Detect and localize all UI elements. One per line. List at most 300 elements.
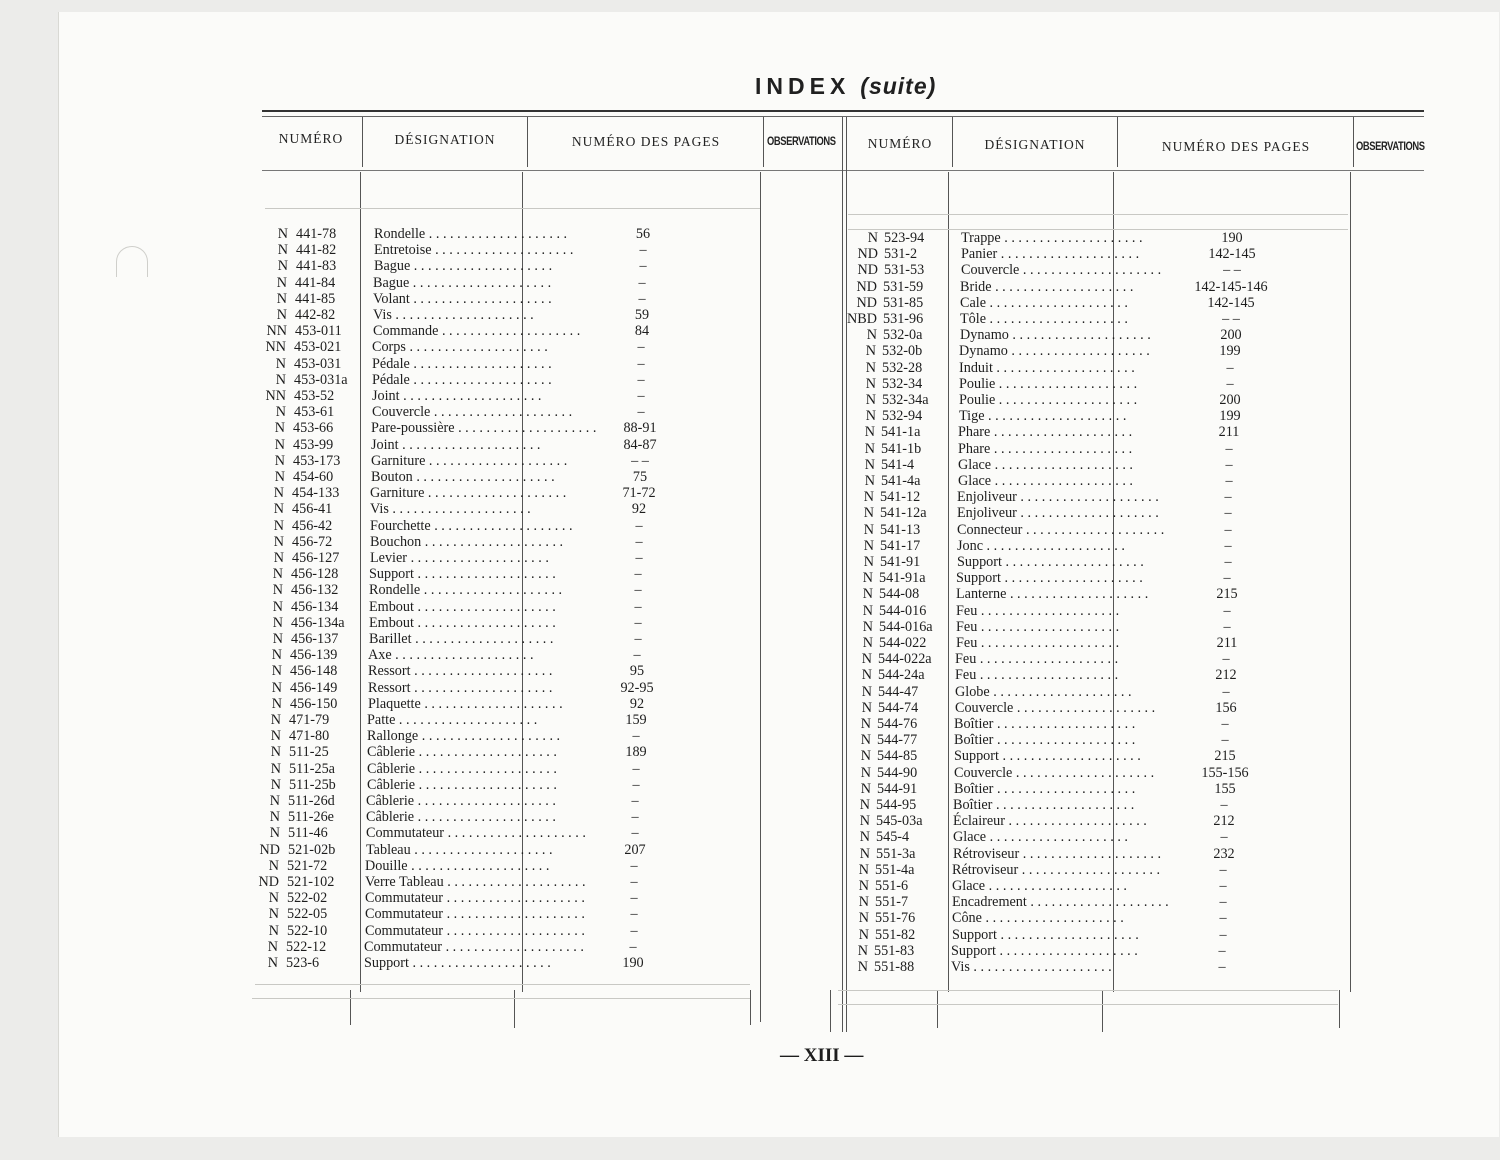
index-row [0,765,1500,781]
part-designation: Vis . . . . . . . . . . . . . . . . . . . . [370,501,531,518]
part-designation: Induit . . . . . . . . . . . . . . . . . . . . [959,359,1135,376]
part-designation: Globe . . . . . . . . . . . . . . . . . . . . [955,683,1132,700]
part-prefix: N [268,890,279,907]
left-header-observations: OBSERVATIONS [767,134,836,148]
part-prefix: N [864,456,875,473]
page-numbers: – [637,339,645,356]
part-prefix: N [271,679,282,696]
part-designation: Support . . . . . . . . . . . . . . . . . . . . [951,942,1138,959]
part-prefix: ND [259,841,280,858]
page-numbers: – – [1222,311,1240,327]
page-numbers: 56 [635,226,651,242]
part-number: 456-127 [292,550,340,566]
part-prefix: N [865,392,876,408]
index-row [0,489,1500,505]
index-row [0,684,1500,700]
part-designation: Patte . . . . . . . . . . . . . . . . . . . . [367,712,538,728]
part-number: 453-66 [293,420,334,437]
part-designation: Cône . . . . . . . . . . . . . . . . . . . . [952,910,1124,927]
part-number: 544-91 [877,780,918,797]
part-number: 511-25 [289,744,329,761]
part-number: 523-94 [884,230,925,246]
part-prefix: N [860,780,871,797]
part-number: 551-3a [876,845,916,862]
part-number: 541-1a [881,424,921,441]
page-numbers: 142-145 [1207,294,1255,311]
part-prefix: N [277,258,288,275]
part-designation: Support . . . . . . . . . . . . . . . . . . . . [952,926,1139,943]
part-number: 456-149 [290,679,338,696]
part-prefix: N [862,635,873,651]
part-number: 453-031a [294,371,348,388]
page-numbers: – [1226,375,1234,392]
page-numbers: – – [631,452,649,469]
part-number: 453-52 [294,388,335,404]
part-prefix: N [273,550,284,566]
part-prefix: N [274,452,285,469]
index-row [0,635,1500,651]
part-designation: Panier . . . . . . . . . . . . . . . . . . . . [961,246,1140,263]
part-number: 551-7 [875,894,909,911]
index-row [0,327,1500,343]
page-numbers: 211 [1216,635,1238,651]
part-designation: Rondelle . . . . . . . . . . . . . . . . . . . . [369,582,563,599]
part-designation: Fourchette . . . . . . . . . . . . . . . . . . . . [370,517,573,534]
part-designation: Pédale . . . . . . . . . . . . . . . . . . . . [372,371,552,388]
part-number: 551-83 [874,942,915,959]
right-header-designation: DÉSIGNATION [984,137,1086,152]
right-guide-top [848,214,1348,215]
part-designation: Poulie . . . . . . . . . . . . . . . . . . . . [959,375,1138,392]
part-prefix: NN [265,388,286,404]
part-designation: Câblerie . . . . . . . . . . . . . . . . . . . . [367,744,557,761]
part-designation: Boîtier . . . . . . . . . . . . . . . . . . . . [954,716,1136,732]
index-row [0,813,1500,829]
part-designation: Volant . . . . . . . . . . . . . . . . . . . . [373,290,552,307]
part-number: 544-24a [878,667,925,684]
part-designation: Tige . . . . . . . . . . . . . . . . . . . . [959,408,1127,425]
page-numbers: – [1223,570,1231,587]
page-numbers: – [1219,926,1227,943]
part-number: 544-08 [879,586,920,603]
page-numbers: – [631,793,639,809]
part-number: 532-0a [883,327,923,344]
part-number: 544-47 [878,683,919,700]
page-numbers: 95 [629,663,645,680]
right-divider-3 [1353,117,1354,167]
left-header-designation: DÉSIGNATION [394,132,496,147]
index-row [0,311,1500,327]
part-designation: Câblerie . . . . . . . . . . . . . . . . . . . . [366,809,556,826]
page-numbers: – [1221,716,1229,732]
part-prefix: N [270,728,281,745]
page-numbers: – [638,274,646,291]
page-numbers: – [634,631,642,647]
part-number: 453-011 [295,323,342,340]
header-bottom-rule [262,170,1424,171]
page-numbers: 159 [625,712,647,728]
part-number: 545-03a [876,813,923,830]
page-numbers: – [629,938,637,955]
part-designation: Commutateur . . . . . . . . . . . . . . . . . . . . [365,906,585,923]
part-number: 532-28 [882,359,923,376]
part-designation: Phare . . . . . . . . . . . . . . . . . . . . [958,424,1133,441]
part-prefix: N [864,424,875,441]
part-prefix: N [268,906,279,923]
part-number: 544-85 [877,748,918,765]
part-prefix: N [862,602,873,619]
part-designation: Support . . . . . . . . . . . . . . . . . . . . [956,570,1143,587]
part-designation: Joint . . . . . . . . . . . . . . . . . . . . [372,388,542,404]
part-number: 544-74 [878,699,919,716]
part-prefix: N [866,327,877,344]
part-designation: Commande . . . . . . . . . . . . . . . . . . . . [373,323,581,340]
part-prefix: N [858,878,869,894]
part-number: 521-72 [287,857,328,874]
index-row [0,862,1500,878]
part-designation: Bague . . . . . . . . . . . . . . . . . . . . [373,274,552,291]
part-number: 453-021 [294,339,342,356]
part-designation: Vis . . . . . . . . . . . . . . . . . . . . [373,307,534,323]
page-numbers: – [638,290,646,307]
page-numbers: 92-95 [620,679,654,696]
part-designation: Feu . . . . . . . . . . . . . . . . . . . . [955,651,1119,668]
part-number: 531-96 [883,311,924,327]
index-row [0,230,1500,246]
part-prefix: N [861,699,872,716]
page-numbers: 88-91 [623,420,657,437]
page-numbers: – [1224,554,1232,570]
part-number: 456-139 [290,647,338,664]
part-designation: Verre Tableau . . . . . . . . . . . . . . . . . . . . [365,874,586,890]
part-number: 544-022a [878,651,932,668]
part-number: 541-91a [879,570,926,587]
top-rule [262,110,1424,112]
index-row [0,959,1500,975]
part-prefix: N [272,598,283,615]
part-prefix: N [863,489,874,506]
index-row [0,667,1500,683]
page-numbers: 190 [1221,230,1243,246]
page-numbers: 211 [1218,424,1240,441]
page-numbers: – [632,776,640,793]
index-row [0,732,1500,748]
part-number: 544-022 [879,635,927,651]
part-prefix: N [865,408,876,425]
left-guide-top [265,208,760,209]
part-number: 441-78 [296,226,337,242]
right-header-pages: NUMÉRO DES PAGES [1161,139,1311,154]
part-prefix: N [861,683,872,700]
part-number: 456-134 [291,598,339,615]
part-prefix: N [274,469,285,485]
page-numbers: – [1224,521,1232,538]
part-prefix: N [271,647,282,664]
index-row [0,651,1500,667]
page-numbers: – [632,728,640,745]
part-number: 541-12 [880,489,921,506]
part-prefix: N [861,667,872,684]
part-prefix: ND [857,246,878,263]
page-numbers: – [1225,440,1233,457]
index-row [0,894,1500,910]
page-numbers: – [1220,829,1228,846]
part-designation: Support . . . . . . . . . . . . . . . . . . . . [954,748,1141,765]
part-number: 441-84 [295,274,336,291]
index-row [0,343,1500,359]
part-prefix: N [274,436,285,453]
part-prefix: ND [258,874,279,890]
part-number: 541-17 [880,537,921,554]
page-numbers: – [1219,878,1227,894]
page-numbers: 84 [634,323,650,340]
index-row [0,424,1500,440]
part-designation: Pare-poussière . . . . . . . . . . . . . . . . . . . . [371,420,597,437]
right-bottom-stub-1 [937,990,938,1028]
part-prefix: N [863,537,874,554]
part-designation: Couvercle . . . . . . . . . . . . . . . . . . . . [372,404,573,421]
page-number: — XIII — [780,1045,864,1066]
page-numbers: – [1218,959,1226,975]
part-number: 441-83 [296,258,337,275]
part-number: 541-4 [881,456,915,473]
index-row [0,279,1500,295]
part-prefix: N [269,809,280,826]
part-designation: Poulie . . . . . . . . . . . . . . . . . . . . [959,392,1138,408]
part-prefix: N [857,959,868,975]
part-designation: Enjoliveur . . . . . . . . . . . . . . . . . . . . [957,489,1159,506]
part-number: 522-12 [286,938,327,955]
part-prefix: N [865,343,876,360]
part-prefix: N [862,570,873,587]
index-row [0,295,1500,311]
page-numbers: – [1219,894,1227,911]
page-numbers: – [633,647,641,664]
part-prefix: N [859,797,870,813]
part-number: 531-59 [883,278,924,295]
page-numbers: – [630,890,638,907]
part-prefix: N [859,845,870,862]
page-numbers: – [635,517,643,534]
page-numbers: – [1222,683,1230,700]
left-bottom-stub-1 [350,990,351,1025]
index-row [0,910,1500,926]
page-numbers: 215 [1214,748,1236,765]
index-row [0,943,1500,959]
index-row [0,376,1500,392]
page-numbers: – [637,371,645,388]
part-number: 456-128 [291,566,339,583]
part-designation: Embout . . . . . . . . . . . . . . . . . . . . [369,614,556,631]
part-number: 521-102 [287,874,335,890]
part-prefix: N [267,955,278,971]
page-numbers: – [637,355,645,372]
part-prefix: N [267,938,278,955]
page-numbers: 142-145 [1208,246,1256,263]
page-numbers: – [634,614,642,631]
part-number: 511-46 [288,825,328,842]
page-numbers: 189 [625,744,647,761]
part-prefix: N [276,274,287,291]
part-prefix: N [272,631,283,647]
part-prefix: N [273,533,284,550]
left-bottom-stub-2 [514,990,515,1028]
part-number: 551-82 [875,926,916,943]
part-number: 532-0b [882,343,923,360]
page-title [755,73,936,100]
part-designation: Joint . . . . . . . . . . . . . . . . . . . . [371,436,541,453]
part-number: 541-91 [880,554,921,570]
part-prefix: N [269,793,280,809]
part-designation: Feu . . . . . . . . . . . . . . . . . . . . [956,635,1120,651]
index-row [0,262,1500,278]
part-prefix: N [268,922,279,939]
part-number: 531-2 [884,246,918,263]
part-designation: Boîtier . . . . . . . . . . . . . . . . . . . . [954,780,1136,797]
part-prefix: N [268,857,279,874]
part-designation: Feu . . . . . . . . . . . . . . . . . . . . [956,602,1120,619]
index-row [0,570,1500,586]
part-designation: Barillet . . . . . . . . . . . . . . . . . . . . [369,631,554,647]
part-prefix: N [863,505,874,522]
part-number: 456-148 [290,663,338,680]
part-number: 551-4a [875,861,915,878]
part-designation: Câblerie . . . . . . . . . . . . . . . . . . . . [367,776,557,793]
page-numbers: – [631,809,639,826]
page-numbers: – [639,242,647,259]
page-numbers: – [1219,910,1227,927]
part-prefix: N [272,582,283,599]
left-header-pages: NUMÉRO DES PAGES [571,134,721,149]
part-prefix: N [862,586,873,603]
part-designation: Garniture . . . . . . . . . . . . . . . . . . . . [370,485,567,502]
part-designation: Entretoise . . . . . . . . . . . . . . . . . . . . [374,242,574,259]
page-numbers: – [634,582,642,599]
part-prefix: NN [266,323,287,340]
part-prefix: N [863,521,874,538]
part-number: 522-10 [287,922,328,939]
part-number: 544-95 [876,797,917,813]
page-numbers: – [1218,942,1226,959]
part-number: 521-02b [288,841,336,858]
part-prefix: N [275,371,286,388]
part-designation: Ressort . . . . . . . . . . . . . . . . . . . . [368,679,553,696]
part-number: 441-85 [295,290,336,307]
index-row [0,522,1500,538]
part-number: 511-26e [288,809,334,826]
part-prefix: N [275,404,286,421]
part-number: 453-99 [293,436,334,453]
part-number: 544-016a [879,618,933,635]
part-designation: Ressort . . . . . . . . . . . . . . . . . . . . [368,663,553,680]
part-designation: Vis . . . . . . . . . . . . . . . . . . . . [951,959,1112,975]
part-number: 532-94 [882,408,923,425]
page-numbers: 155 [1214,780,1236,797]
part-number: 523-6 [286,955,320,971]
part-prefix: N [863,554,874,570]
part-designation: Bague . . . . . . . . . . . . . . . . . . . . [374,258,553,275]
part-prefix: N [272,614,283,631]
part-prefix: N [858,861,869,878]
page-numbers: – [634,566,642,583]
part-prefix: N [865,375,876,392]
right-divider-1 [952,117,953,167]
left-guide-bottom-2 [252,998,750,999]
page-numbers: 212 [1213,813,1235,830]
part-designation: Boîtier . . . . . . . . . . . . . . . . . . . . [953,797,1135,813]
right-bottom-stub-3 [1339,990,1340,1028]
part-designation: Plaquette . . . . . . . . . . . . . . . . . . . . [368,695,563,712]
index-row [0,927,1500,943]
part-designation: Support . . . . . . . . . . . . . . . . . . . . [364,955,551,971]
part-number: 453-173 [293,452,341,469]
part-designation: Bride . . . . . . . . . . . . . . . . . . . . [960,278,1134,295]
left-divider-1 [362,117,363,167]
part-prefix: N [858,910,869,927]
part-number: 456-42 [292,517,333,534]
index-row [0,246,1500,262]
part-number: 531-53 [884,262,925,279]
index-row [0,748,1500,764]
left-header-numero: NUMÉRO [278,131,344,146]
index-row [0,441,1500,457]
part-prefix: N [858,894,869,911]
part-number: 532-34 [882,375,923,392]
part-designation: Feu . . . . . . . . . . . . . . . . . . . . [956,618,1120,635]
page-numbers: 71-72 [622,485,656,502]
page-numbers: – [1223,618,1231,635]
part-number: 456-41 [292,501,333,518]
part-prefix: N [861,651,872,668]
index-row [0,538,1500,554]
part-prefix: N [858,926,869,943]
part-designation: Levier . . . . . . . . . . . . . . . . . . . . [370,550,549,566]
page-numbers: – [630,874,638,890]
page-numbers: 200 [1219,392,1241,408]
page-numbers: 190 [622,955,644,971]
part-prefix: N [860,732,871,749]
page-numbers: 212 [1215,667,1237,684]
index-row [0,586,1500,602]
page-numbers: – [1224,537,1232,554]
page-numbers: – [639,258,647,275]
part-prefix: N [271,663,282,680]
top-rule-thin [262,116,1424,117]
part-number: 532-34a [882,392,929,408]
part-prefix: N [859,813,870,830]
part-number: 453-031 [294,355,342,372]
part-prefix: N [270,712,281,728]
index-row [0,700,1500,716]
page-numbers: – [634,598,642,615]
part-number: 511-25b [289,776,336,793]
page-numbers: 199 [1219,408,1241,425]
part-prefix: N [865,359,876,376]
page-numbers: – [632,760,640,777]
page-numbers: 232 [1213,845,1235,862]
part-designation: Douille . . . . . . . . . . . . . . . . . . . . [365,857,550,874]
part-number: 456-150 [290,695,338,712]
part-number: 551-76 [875,910,916,927]
part-designation: Tableau . . . . . . . . . . . . . . . . . . . . [366,841,553,858]
page-numbers: – [630,922,638,939]
part-designation: Enjoliveur . . . . . . . . . . . . . . . . . . . . [957,505,1159,522]
left-divider-3 [763,117,764,167]
part-prefix: N [275,355,286,372]
part-designation: Garniture . . . . . . . . . . . . . . . . . . . . [371,452,568,469]
part-designation: Embout . . . . . . . . . . . . . . . . . . . . [369,598,556,615]
part-number: 545-4 [876,829,910,846]
